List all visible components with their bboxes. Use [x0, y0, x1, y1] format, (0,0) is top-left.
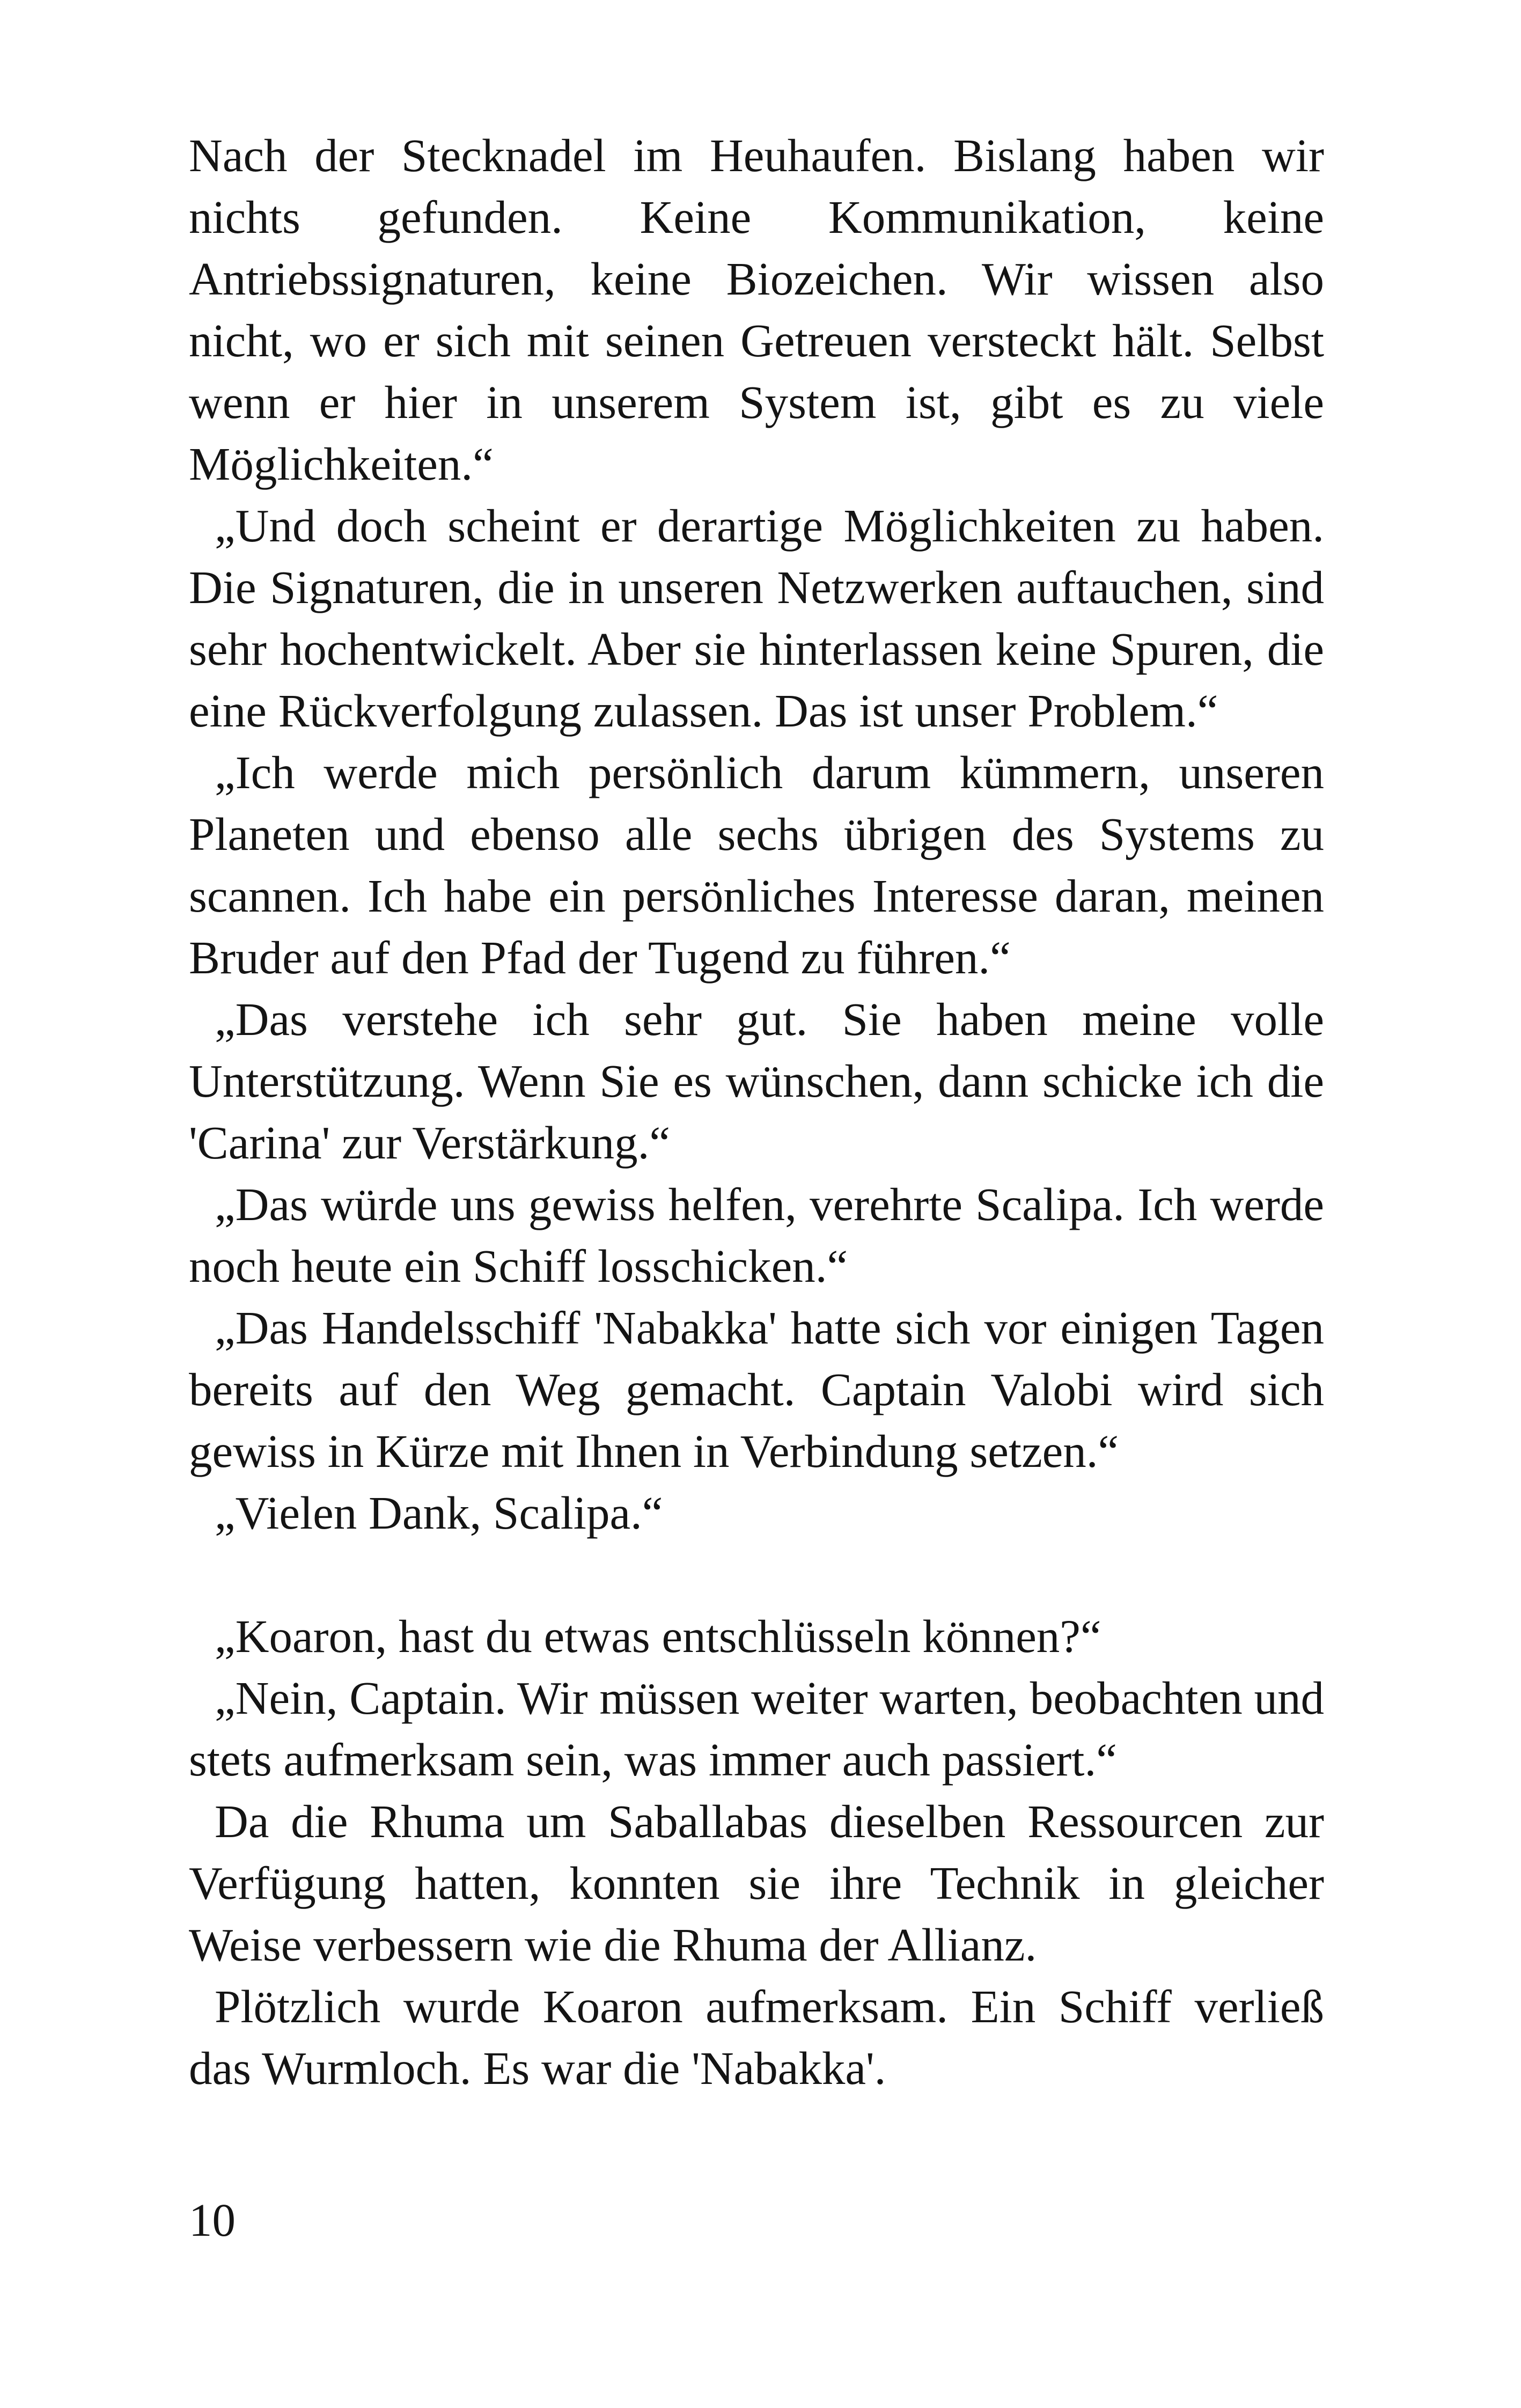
paragraph-7: „Vielen Dank, Scalipa.“	[215, 1487, 663, 1539]
scene-break	[189, 1544, 1324, 1605]
paragraph-5: „Das würde uns gewiss helfen, verehrte Scalipa. Ich werde noch heute ein Schiff losschicken.“	[189, 1178, 1324, 1292]
paragraph-10: Da die Rhuma um Saballabas dieselben Ressourcen zur Verfügung hatten, konnten sie ihre Technik in gleicher Weise verbessern wie die Rhuma der Allianz.	[189, 1795, 1324, 1971]
paragraph-4: „Das verstehe ich sehr gut. Sie haben meine volle Unterstützung. Wenn Sie es wünschen, dann schicke ich die 'Carina' zur Verstärkung.“	[189, 993, 1324, 1169]
book-page	[189, 0, 1324, 2408]
page-number: 10	[189, 2194, 236, 2246]
paragraph-8: „Koaron, hast du etwas entschlüsseln können?“	[215, 1610, 1101, 1662]
paragraph-9: „Nein, Captain. Wir müssen weiter warten, beobachten und stets aufmerksam sein, was immer auch passiert.“	[189, 1672, 1324, 1786]
paragraph-1: Nach der Stecknadel im Heuhaufen. Bislang haben wir nichts gefunden. Keine Kommunikation, keine Antriebssignaturen, keine Biozeichen. Wir wissen also nicht, wo er sich mit seinen Getreuen versteckt hält. Selbst wenn er hier in unserem System ist, gibt es zu viele Möglichkeiten.“	[189, 129, 1324, 490]
paragraph-3: „Ich werde mich persönlich darum kümmern, unseren Planeten und ebenso alle sechs übrigen des Systems zu scannen. Ich habe ein persönliches Interesse daran, meinen Bruder auf den Pfad der Tugend zu führen.“	[189, 746, 1324, 983]
paragraph-2: „Und doch scheint er derartige Möglichkeiten zu haben. Die Signaturen, die in unseren Netzwerken auftauchen, sind sehr hochentwickelt. Aber sie hinterlassen keine Spuren, die eine Rückverfolgung zulassen. Das ist unser Problem.“	[189, 500, 1324, 737]
body-text	[189, 124, 1324, 2099]
paragraph-11: Plötzlich wurde Koaron aufmerksam. Ein Schiff verließ das Wurmloch. Es war die 'Nabakka'.	[189, 1980, 1324, 2094]
paragraph-6: „Das Handelsschiff 'Nabakka' hatte sich vor einigen Tagen bereits auf den Weg gemacht. Captain Valobi wird sich gewiss in Kürze mit Ihnen in Verbindung setzen.“	[189, 1302, 1324, 1477]
